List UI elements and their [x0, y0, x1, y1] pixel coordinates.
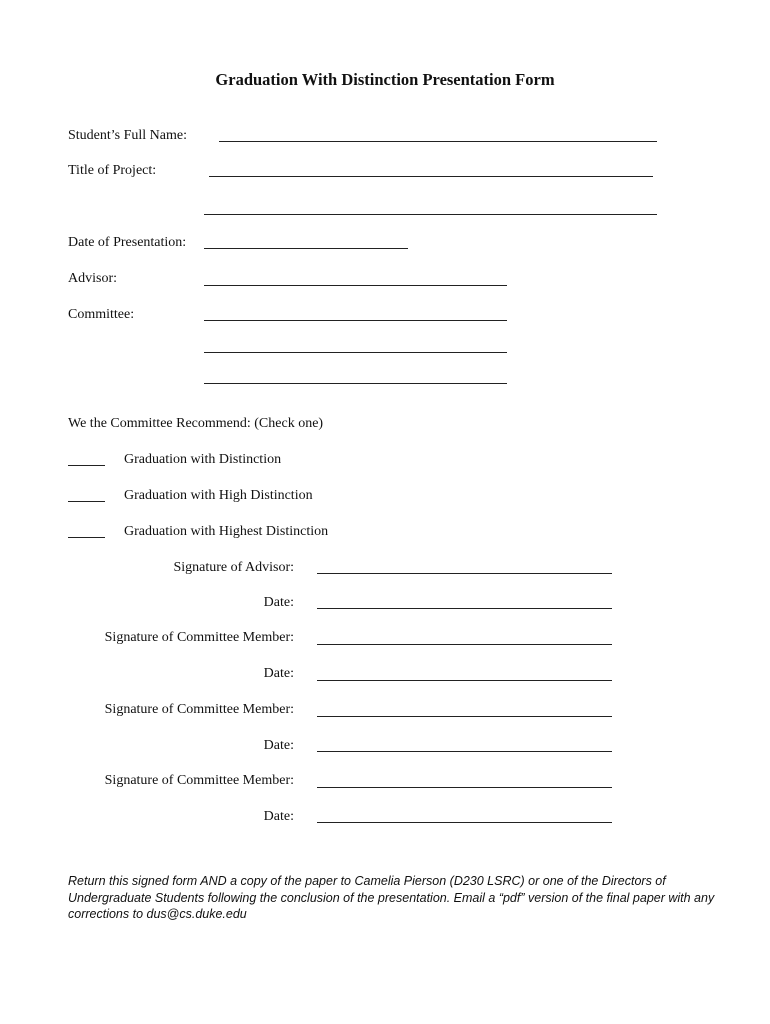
- member-2-date-field[interactable]: [317, 751, 612, 752]
- member-2-date-label: Date:: [263, 738, 294, 753]
- committee-field-2[interactable]: [204, 352, 507, 353]
- member-1-date-field[interactable]: [317, 680, 612, 681]
- student-name-label: Student’s Full Name:: [68, 128, 187, 143]
- committee-field-1[interactable]: [204, 320, 507, 321]
- presentation-date-field[interactable]: [204, 248, 408, 249]
- committee-label: Committee:: [68, 307, 135, 322]
- advisor-signature-label: Signature of Advisor:: [173, 560, 294, 575]
- recommend-heading: We the Committee Recommend: (Check one): [68, 416, 324, 431]
- advisor-field[interactable]: [204, 285, 507, 286]
- member-1-date-label: Date:: [263, 666, 294, 681]
- member-1-signature-label: Signature of Committee Member:: [104, 630, 294, 645]
- advisor-label: Advisor:: [68, 271, 117, 286]
- advisor-date-field[interactable]: [317, 608, 612, 609]
- submission-instructions: Return this signed form AND a copy of the paper to Camelia Pierson (D230 LSRC) or one of the Directors of Undergraduate Students following the conclusion of the presentation. Email a “pdf” version of the final paper with any corrections to dus@cs.duke.edu: [68, 874, 715, 921]
- committee-field-3[interactable]: [204, 383, 507, 384]
- member-3-date-field[interactable]: [317, 822, 612, 823]
- member-2-signature-field[interactable]: [317, 716, 612, 717]
- member-1-signature-field[interactable]: [317, 644, 612, 645]
- member-3-signature-field[interactable]: [317, 787, 612, 788]
- member-3-signature-label: Signature of Committee Member:: [104, 773, 294, 788]
- form-title: Graduation With Distinction Presentation Form: [215, 70, 555, 89]
- advisor-signature-field[interactable]: [317, 573, 612, 574]
- student-name-field[interactable]: [219, 141, 657, 142]
- high-distinction-option: Graduation with High Distinction: [124, 488, 313, 503]
- project-title-field[interactable]: [209, 176, 653, 177]
- advisor-date-label: Date:: [263, 595, 294, 610]
- project-title-field-line-2[interactable]: [204, 214, 657, 215]
- high-distinction-check-blank[interactable]: [68, 501, 105, 502]
- member-3-date-label: Date:: [263, 809, 294, 824]
- project-title-label: Title of Project:: [68, 163, 157, 178]
- distinction-check-blank[interactable]: [68, 465, 105, 466]
- presentation-date-label: Date of Presentation:: [68, 235, 187, 250]
- highest-distinction-check-blank[interactable]: [68, 537, 105, 538]
- distinction-option: Graduation with Distinction: [124, 452, 282, 467]
- highest-distinction-option: Graduation with Highest Distinction: [124, 524, 329, 539]
- member-2-signature-label: Signature of Committee Member:: [104, 702, 294, 717]
